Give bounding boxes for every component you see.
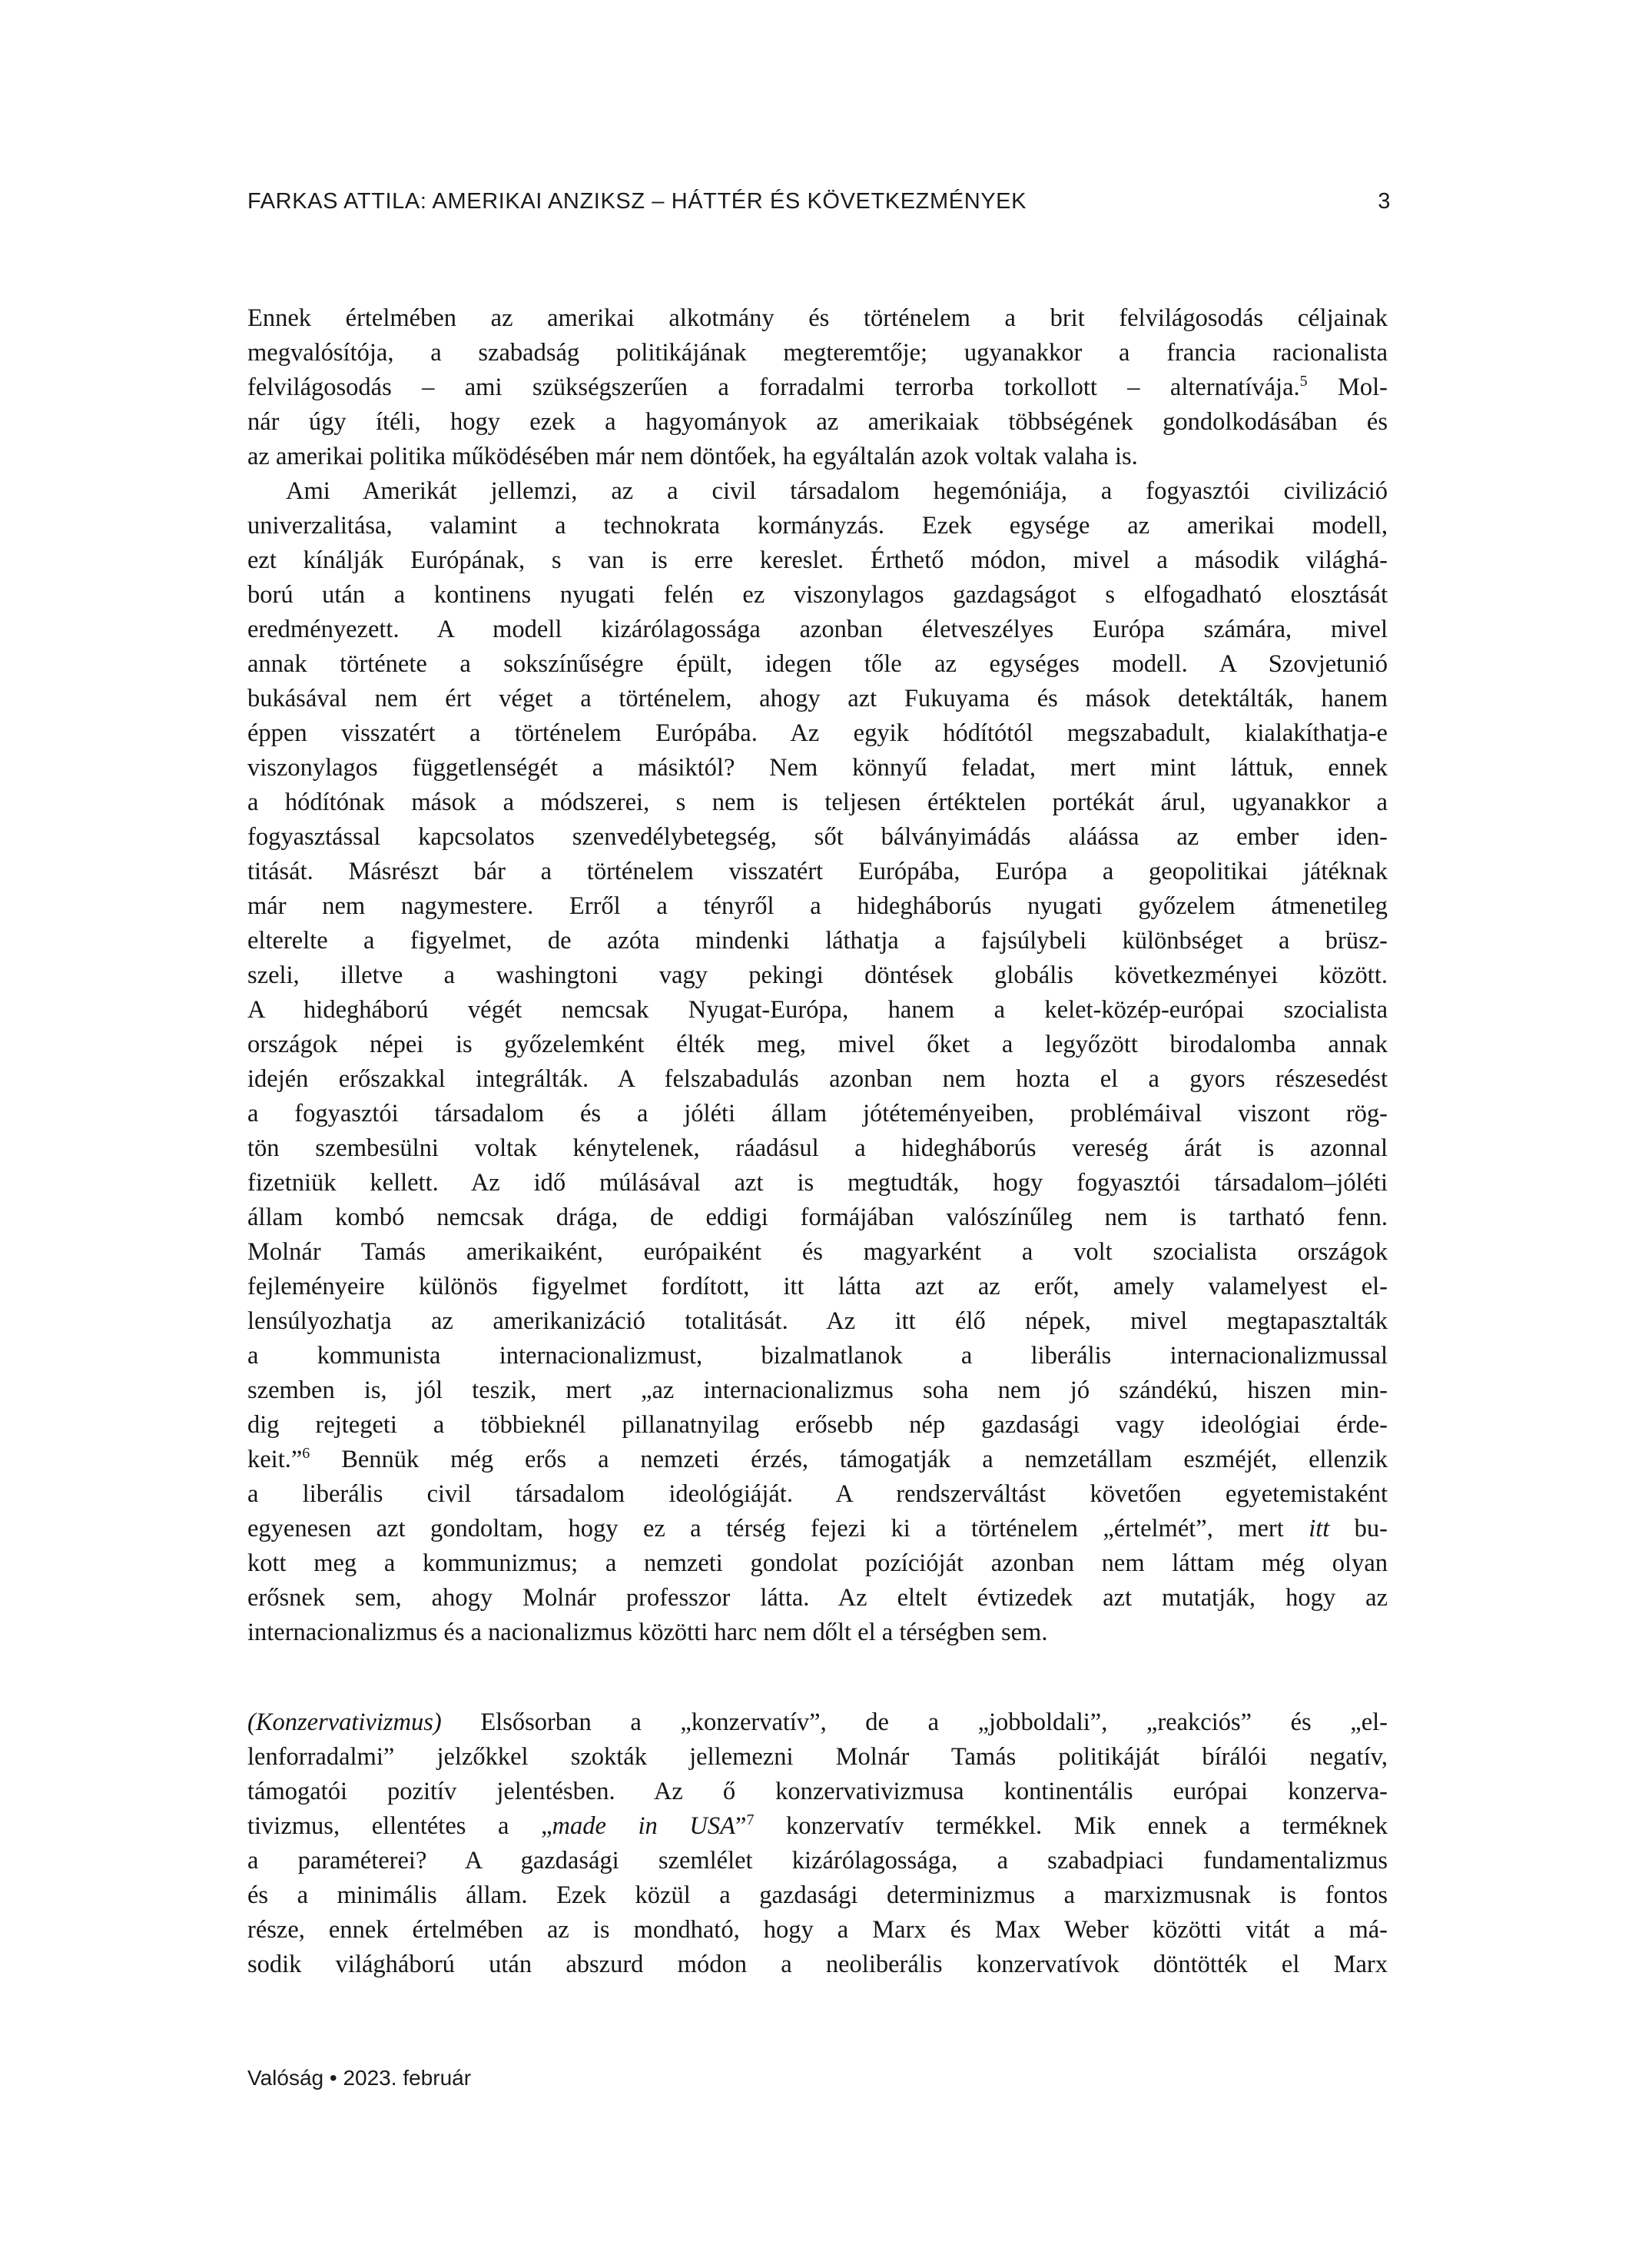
text-line: állam kombó nemcsak drága, de eddigi formájában valószínűleg nem is tartható fenn. xyxy=(247,1204,1388,1231)
text-line: elterelte a figyelmet, de azóta mindenki láthatja a fajsúlybeli különbséget a brüsz- xyxy=(247,927,1388,955)
text-line: fejleményeire különös figyelmet fordított, itt látta azt az erőt, amely valamelyest el- xyxy=(247,1273,1388,1300)
text-line: a paraméterei? A gazdasági szemlélet kizárólagossága, a szabadpiaci fundamentalizmus xyxy=(247,1847,1388,1875)
text-line: ború után a kontinens nyugati felén ez viszonylagos gazdagságot s elfogadható elosztását xyxy=(247,581,1388,609)
text-line: bukásával nem ért véget a történelem, ahogy azt Fukuyama és mások detektálták, hanem xyxy=(247,685,1388,712)
text-line: része, ennek értelmében az is mondható, hogy a Marx és Max Weber közötti vitát a má- xyxy=(247,1916,1388,1944)
text-line: felvilágosodás – ami szükségszerűen a forradalmi terrorba torkollott – alternatívája.$^5$ Mol- xyxy=(247,373,1388,401)
text-line: kott meg a kommunizmus; a nemzeti gondolat pozícióját azonban nem láttam még olyan xyxy=(247,1549,1388,1577)
text-line: erősnek sem, ahogy Molnár professzor látta. Az eltelt évtizedek azt mutatják, hogy az xyxy=(247,1584,1388,1612)
text-line: a fogyasztói társadalom és a jóléti állam jótéteményeiben, problémáival viszont rög- xyxy=(247,1100,1388,1127)
paragraph xyxy=(247,1705,1388,1982)
text-line: a kommunista internacionalizmust, bizalmatlanok a liberális internacionalizmussal xyxy=(247,1342,1388,1370)
text-line: keit.”$^6$ Bennük még erős a nemzeti érzés, támogatják a nemzetállam eszméjét, ellenzik xyxy=(247,1445,1388,1473)
text-line: ezt kínálják Európának, s van is erre kereslet. Érthető módon, mivel a második világhá- xyxy=(247,546,1388,574)
text-line: a hódítónak mások a módszerei, s nem is teljesen értéktelen portékát árul, ugyanakkor a xyxy=(247,789,1388,816)
text-line: megvalósítója, a szabadság politikájának megteremtője; ugyanakkor a francia racionalista xyxy=(247,339,1388,367)
text-line: tön szembesülni voltak kénytelenek, ráadásul a hidegháborús vereség árát is azonnal xyxy=(247,1134,1388,1162)
text-line: és a minimális állam. Ezek közül a gazdasági determinizmus a marxizmusnak is fontos xyxy=(247,1881,1388,1909)
paragraph xyxy=(247,474,1388,1650)
text-line: éppen visszatért a történelem Európába. Az egyik hódítótól megszabadult, kialakíthatja-e xyxy=(247,719,1388,747)
text-line: titását. Másrészt bár a történelem visszatért Európába, Európa a geopolitikai játéknak xyxy=(247,858,1388,885)
text-line: Ennek értelmében az amerikai alkotmány és történelem a brit felvilágosodás céljainak xyxy=(247,304,1388,332)
text-line: viszonylagos függetlenségét a másiktól? Nem könnyű feladat, mert mint láttuk, ennek xyxy=(247,754,1388,782)
paragraph xyxy=(247,301,1388,474)
page-header xyxy=(247,189,1391,214)
text-line: lensúlyozhatja az amerikanizáció totalitását. Az itt élő népek, mivel megtapasztalták xyxy=(247,1307,1388,1335)
text-line: idején erőszakkal integrálták. A felszabadulás azonban nem hozta el a gyors részesedést xyxy=(247,1065,1388,1093)
body-text xyxy=(247,301,1388,1982)
text-line: egyenesen azt gondoltam, hogy ez a térség fejezi ki a történelem „értelmét”, mert itt bu- xyxy=(247,1515,1388,1542)
text-line: fogyasztással kapcsolatos szenvedélybetegség, sőt bálványimádás aláássa az ember iden- xyxy=(247,823,1388,851)
text-line: A hidegháború végét nemcsak Nyugat-Európa, hanem a kelet-közép-európai szocialista xyxy=(247,996,1388,1024)
text-line: internacionalizmus és a nacionalizmus közötti harc nem dőlt el a térségben sem. xyxy=(247,1619,1048,1646)
text-line: annak története a sokszínűségre épült, idegen tőle az egységes modell. A Szovjetunió xyxy=(247,650,1388,678)
text-line: szemben is, jól teszik, mert „az internacionalizmus soha nem jó szándékú, hiszen min- xyxy=(247,1376,1388,1404)
text-line: lenforradalmi” jelzőkkel szokták jellemezni Molnár Tamás politikáját bírálói negatív, xyxy=(247,1743,1388,1771)
text-line: univerzalitása, valamint a technokrata kormányzás. Ezek egysége az amerikai modell, xyxy=(247,512,1388,540)
text-line: sodik világháború után abszurd módon a neoliberális konzervatívok döntötték el Marx xyxy=(247,1951,1388,1978)
text-line: Molnár Tamás amerikaiként, európaiként és magyarként a volt szocialista országok xyxy=(247,1238,1388,1266)
text-line: nár úgy ítéli, hogy ezek a hagyományok az amerikaiak többségének gondolkodásában és xyxy=(247,408,1388,436)
page-number: 3 xyxy=(1378,189,1391,214)
footer-journal-date: Valóság • 2023. február xyxy=(247,2066,472,2090)
text-line: szeli, illetve a washingtoni vagy pekingi döntések globális következményei között. xyxy=(247,961,1388,989)
page-footer xyxy=(247,2066,471,2090)
text-line: eredményezett. A modell kizárólagossága azonban életveszélyes Európa számára, mivel xyxy=(247,616,1388,643)
text-line: a liberális civil társadalom ideológiáját. A rendszerváltást követően egyetemistaként xyxy=(247,1480,1388,1508)
text-line: országok népei is győzelemként élték meg, mivel őket a legyőzött birodalomba annak xyxy=(247,1031,1388,1058)
text-line: (Konzervativizmus) Elsősorban a „konzervatív”, de a „jobboldali”, „reakciós” és „el- xyxy=(247,1708,1388,1736)
text-line: támogatói pozitív jelentésben. Az ő konzervativizmusa kontinentális európai konzerva- xyxy=(247,1778,1388,1805)
text-line: dig rejtegeti a többieknél pillanatnyilag erősebb nép gazdasági vagy ideológiai érde- xyxy=(247,1411,1388,1439)
text-line: már nem nagymestere. Erről a tényről a hidegháborús nyugati győzelem átmenetileg xyxy=(247,892,1388,920)
text-line: az amerikai politika működésében már nem döntőek, ha egyáltalán azok voltak valaha is. xyxy=(247,443,1138,470)
running-head-title: FARKAS ATTILA: AMERIKAI ANZIKSZ – HÁTTÉR ÉS KÖVETKEZMÉNYEK xyxy=(247,189,1027,214)
text-line: fizetniük kellett. Az idő múlásával azt is megtudták, hogy fogyasztói társadalom–jóléti xyxy=(247,1169,1388,1197)
text-line: tivizmus, ellentétes a „made in USA”$^7$ konzervatív termékkel. Mik ennek a terméknek xyxy=(247,1811,1388,1840)
text-line: Ami Amerikát jellemzi, az a civil társadalom hegemóniája, a fogyasztói civilizáció xyxy=(286,477,1388,505)
